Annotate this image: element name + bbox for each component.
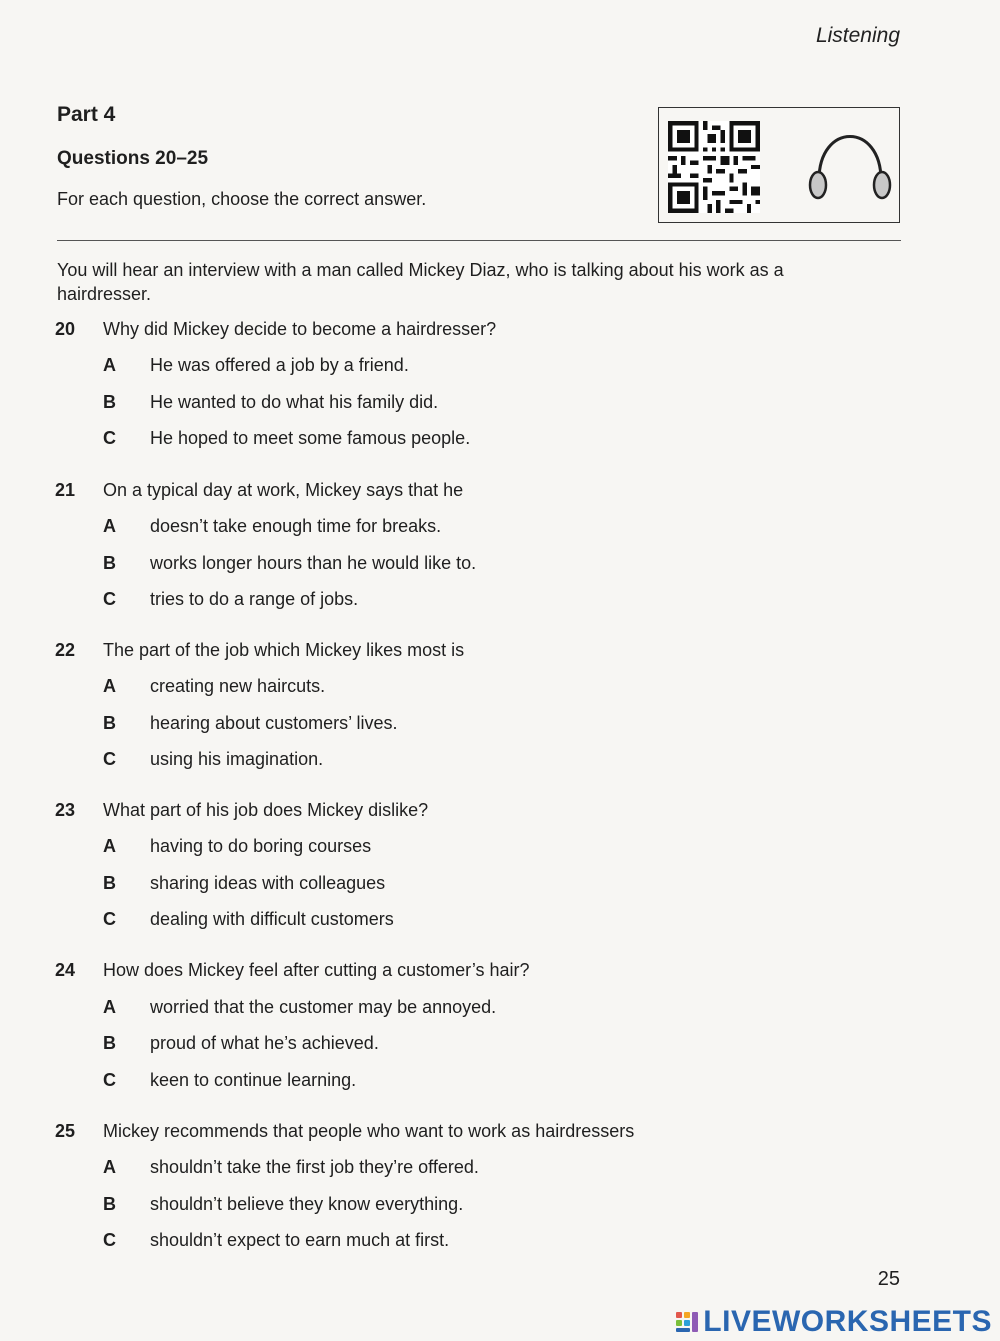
liveworksheets-logo-icon [675,1310,699,1334]
option-letter[interactable]: A [103,355,116,375]
option-text[interactable]: He wanted to do what his family did. [150,392,439,412]
option-text[interactable]: shouldn’t expect to earn much at first. [150,1230,450,1250]
question-number: 23 [55,800,76,820]
audio-media-box [658,107,900,223]
question-text: How does Mickey feel after cutting a customer’s hair? [103,960,530,980]
page-number: 25 [877,1268,900,1290]
brand-logo[interactable] [675,1305,992,1339]
question-number: 21 [55,480,76,500]
part-title: Part 4 [57,103,116,126]
intro-text: You will hear an interview with a man called Mickey Diaz, who is talking about his work as a hairdresser. [57,260,784,304]
instruction-text: For each question, choose the correct answer. [57,189,427,209]
qr-code-icon[interactable] [668,121,760,213]
option-letter[interactable]: B [103,713,116,733]
question-text: Why did Mickey decide to become a hairdresser? [103,319,497,339]
option-letter[interactable]: C [103,1070,116,1090]
question-number: 20 [55,319,76,339]
option-text[interactable]: worried that the customer may be annoyed. [150,997,497,1017]
option-text[interactable]: using his imagination. [150,749,324,769]
option-text[interactable]: works longer hours than he would like to. [150,553,477,573]
option-text[interactable]: He was offered a job by a friend. [150,355,409,375]
option-letter[interactable]: B [103,873,116,893]
brand-name: LIVEWORKSHEETS [703,1305,992,1338]
option-letter[interactable]: C [103,749,116,769]
divider [57,240,901,241]
option-letter[interactable]: B [103,1194,116,1214]
option-text[interactable]: He hoped to meet some famous people. [150,428,471,448]
option-text[interactable]: having to do boring courses [150,836,372,856]
option-letter[interactable]: B [103,392,116,412]
option-text[interactable]: hearing about customers’ lives. [150,713,398,733]
question-text: What part of his job does Mickey dislike? [103,800,429,820]
option-letter[interactable]: A [103,676,116,696]
section-label: Listening [815,24,900,47]
question-number: 24 [55,960,76,980]
option-letter[interactable]: B [103,1033,116,1053]
option-letter[interactable]: A [103,997,116,1017]
question-text: On a typical day at work, Mickey says that he [103,480,464,500]
option-letter[interactable]: C [103,909,116,929]
question-number: 22 [55,640,76,660]
question-number: 25 [55,1121,76,1141]
option-text[interactable]: shouldn’t take the first job they’re offered. [150,1157,479,1177]
option-letter[interactable]: A [103,516,116,536]
question-text: The part of the job which Mickey likes most is [103,640,465,660]
option-letter[interactable]: C [103,589,116,609]
option-text[interactable]: proud of what he’s achieved. [150,1033,379,1053]
headphones-icon [807,130,893,204]
option-letter[interactable]: B [103,553,116,573]
option-text[interactable]: sharing ideas with colleagues [150,873,386,893]
option-letter[interactable]: C [103,1230,116,1250]
option-text[interactable]: doesn’t take enough time for breaks. [150,516,442,536]
question-range: Questions 20–25 [57,148,209,169]
option-letter[interactable]: C [103,428,116,448]
option-text[interactable]: tries to do a range of jobs. [150,589,359,609]
option-letter[interactable]: A [103,1157,116,1177]
option-text[interactable]: keen to continue learning. [150,1070,357,1090]
option-text[interactable]: creating new haircuts. [150,676,326,696]
option-text[interactable]: shouldn’t believe they know everything. [150,1194,464,1214]
option-text[interactable]: dealing with difficult customers [150,909,394,929]
option-letter[interactable]: A [103,836,116,856]
question-text: Mickey recommends that people who want to work as hairdressers [103,1121,635,1141]
